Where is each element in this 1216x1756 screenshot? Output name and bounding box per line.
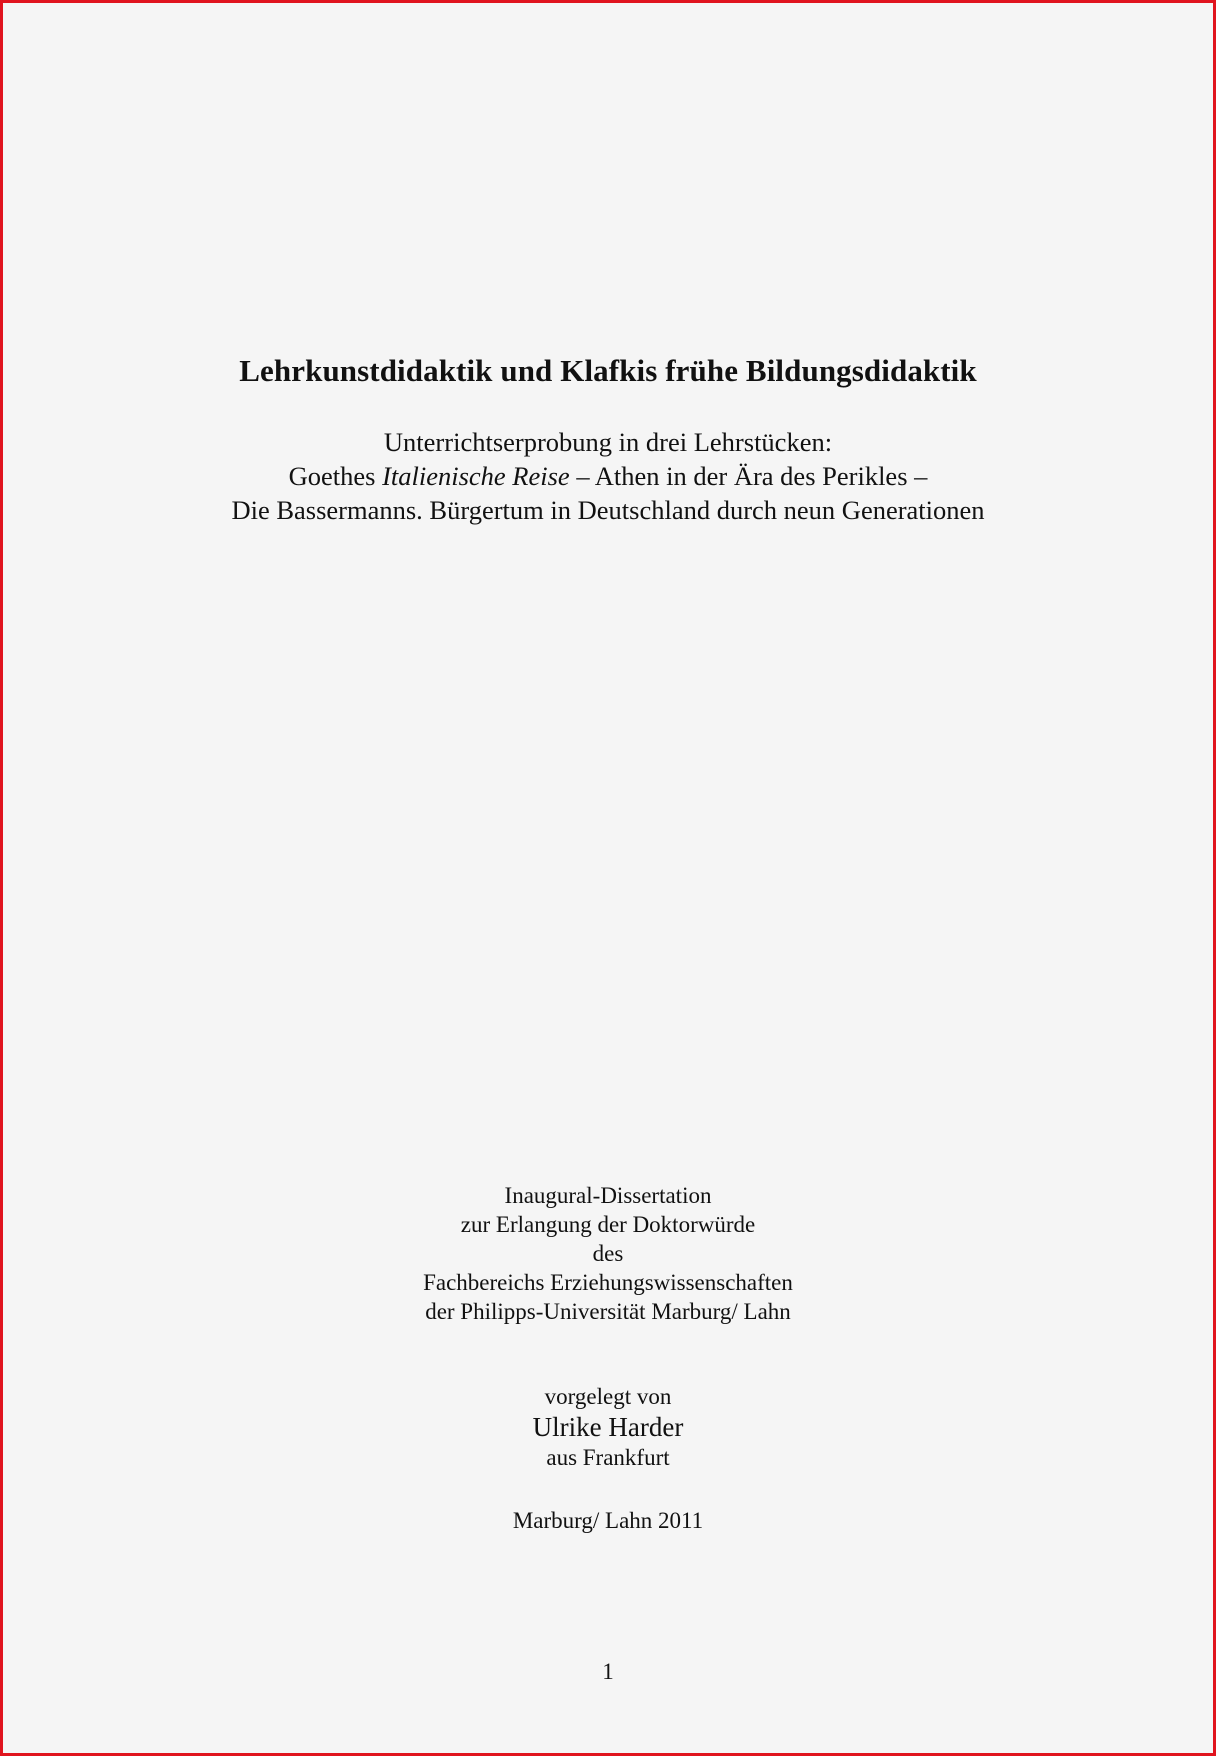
subtitle-line-1: Unterrichtserprobung in drei Lehrstücken:: [383, 427, 833, 457]
subtitle-line-3: Die Bassermanns. Bürgertum in Deutschland durch neun Generationen: [231, 495, 985, 525]
author-name: Ulrike Harder: [532, 1412, 684, 1442]
dissertation-des: des: [592, 1241, 624, 1266]
dissertation-info-block: [3, 1181, 1213, 1326]
subtitle-line-2-prefix: Goethes: [288, 461, 383, 491]
dissertation-purpose: zur Erlangung der Doktorwürde: [460, 1212, 756, 1237]
dissertation-faculty: Fachbereichs Erziehungswissenschaften: [423, 1270, 793, 1295]
subtitle-line-2-suffix: – Athen in der Ära des Perikles –: [569, 461, 928, 491]
dissertation-university: der Philipps-Universität Marburg/ Lahn: [425, 1299, 791, 1324]
page-number: 1: [602, 1659, 614, 1684]
author-origin: aus Frankfurt: [546, 1445, 670, 1470]
dissertation-title: Lehrkunstdidaktik und Klafkis frühe Bildungsdidaktik: [239, 353, 977, 388]
subtitle-italic-work-title: Italienische Reise: [382, 461, 570, 491]
subtitle-block: [3, 425, 1213, 527]
presented-by-label: vorgelegt von: [544, 1384, 672, 1409]
author-block: [3, 1382, 1213, 1472]
dissertation-type: Inaugural-Dissertation: [504, 1183, 712, 1208]
subtitle-line-2: [3, 459, 1213, 493]
place-and-year: Marburg/ Lahn 2011: [512, 1508, 704, 1533]
